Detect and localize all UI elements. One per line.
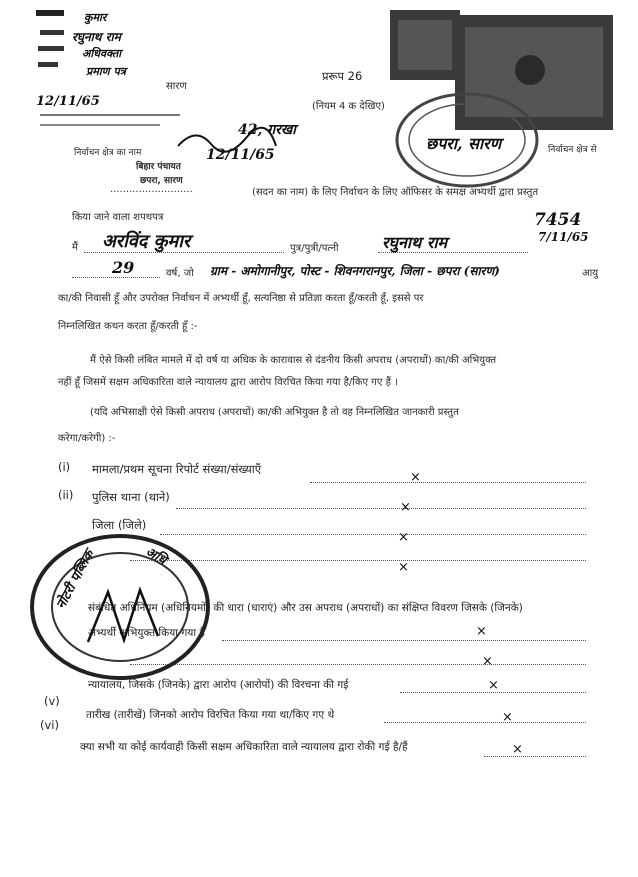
stamp-line-5: सारण	[166, 81, 187, 92]
item-1-mark: ×	[410, 470, 421, 485]
intro-line-2: किया जाने वाला शपथपत्र	[72, 212, 164, 223]
serial-date-hand: 7/11/65	[538, 230, 589, 244]
item-6-rule	[222, 640, 586, 641]
para2-line2: करेगा/करेगी) :-	[58, 433, 116, 444]
item-3-mark: ×	[398, 530, 409, 545]
notary-seal-ring-text: नोटरी पब्लिक	[53, 547, 98, 612]
item-6-text: अभ्यर्थी अभियुक्त किया गया है	[88, 627, 205, 639]
item-1-rule	[310, 482, 586, 483]
item-8-text: न्यायालय, जिसके (जिनके) द्वारा आरोप (आरोपों) की विरचना की गई	[88, 679, 349, 691]
item-4-mark: ×	[398, 560, 409, 575]
item-9-text: तारीख (तारीखें) जिनको आरोप विरचित किया गया था/किए गए थे	[86, 709, 335, 721]
item-2-mark: ×	[400, 500, 411, 515]
statement-line: निम्नलिखित कथन करता हूँ/करती हूँ :-	[58, 321, 198, 332]
stamp-line-3: अधिवक्ता	[82, 47, 122, 60]
para2-line1: (यदि अभिसाक्षी ऐसे किसी अपराध (अपराधों) का/की अभियुक्त है तो वह निम्नलिखित जानकारी प्रस्तुत	[90, 407, 459, 418]
para1-line1: मैं ऐसे किसी लंबित मामले में दो वर्ष या अधिक के कारावास से दंडनीय किसी अपराध (अपराधों) का/की अभियुक्त	[90, 355, 497, 366]
item-10-rule	[484, 756, 586, 757]
form-number: प्ररूप 26	[322, 69, 363, 83]
father-name: रघुनाथ राम	[382, 233, 448, 252]
item-2-text: पुलिस थाना (थाने)	[92, 490, 170, 504]
item-1-text: मामला/प्रथम सूचना रिपोर्ट संख्या/संख्याएँ	[92, 462, 262, 476]
item-7-mark: ×	[482, 654, 493, 669]
notary-seal	[28, 532, 212, 682]
item-3-rule	[160, 534, 586, 535]
candidate-address: ग्राम - अमोगानीपुर, पोस्ट - शिवनगरानपुर, जिला - छपरा (सारण)	[210, 264, 500, 278]
notary-seal-center: अधि	[142, 544, 169, 569]
court-fee-stamp-left	[390, 10, 460, 80]
item-10-text: क्या सभी या कोई कार्यवाही किसी सक्षम अधिकारिता वाले न्यायालय द्वारा रोकी गई है/हैं	[80, 741, 408, 753]
affidavit-prefix: मैं	[72, 242, 78, 253]
candidate-name: अरविंद कुमार	[102, 231, 191, 252]
item-2-num: (ii)	[58, 488, 74, 502]
stamp-line-2: रघुनाथ राम	[72, 30, 121, 44]
signature-date: 12/11/65	[206, 147, 275, 163]
item-9-mark: ×	[502, 710, 513, 725]
notary-seal-graphic	[28, 532, 212, 682]
relation-label: पुत्र/पुत्री/पत्नी	[290, 243, 339, 254]
stamp-line-1: कुमार	[84, 11, 107, 24]
rule-reference: (नियम 4 क देखिए)	[312, 101, 385, 112]
item-5-text: संबंधित अधिनियम (अधिनियमों) की धारा (धाराएं) और उस अपराध (अपराधों) का संक्षिप्त विवरण जिसके (जिनके)	[88, 602, 523, 614]
age-rule	[72, 277, 160, 278]
candidate-age: 29	[112, 258, 135, 277]
address-tail: आयु	[582, 268, 599, 279]
officer-line-3: छपरा, सारण	[140, 176, 183, 186]
officer-line-1: निर्वाचन क्षेत्र का नाम	[74, 148, 142, 158]
item-8-mark: ×	[488, 678, 499, 693]
resident-line: का/की निवासी हूँ और उपरोक्त निर्वाचन में अभ्यर्थी हूँ, सत्यनिष्ठा से प्रतिज्ञा करता हूँ/करती हूँ, इससे पर	[58, 293, 424, 304]
para1-line2: नहीं हूँ जिसमें सक्षम अधिकारिता वाले न्यायालय द्वारा आरोप विरचित किया गया है/किए गए हैं ।	[58, 377, 398, 388]
item-10-mark: ×	[512, 742, 523, 757]
item-9-rule	[384, 722, 586, 723]
stamp-line-4: प्रमाण पत्र	[86, 65, 126, 78]
age-label: वर्ष, जो	[166, 268, 194, 279]
item-9-num: (v)	[44, 694, 60, 708]
right-circular-seal	[392, 92, 542, 192]
intro-dots: ..........................	[110, 184, 193, 195]
officer-line-2: बिहार पंचायत	[136, 162, 181, 172]
right-seal-text: छपरा, सारण	[426, 134, 502, 153]
item-3-text: जिला (जिले)	[92, 518, 147, 532]
serial-number-hand: 7454	[534, 210, 582, 230]
intro-line-1: (सदन का नाम) के लिए निर्वाचन के लिए ऑफिसर के समक्ष अभ्यर्थी द्वारा प्रस्तुत	[252, 187, 539, 198]
item-1-num: (i)	[58, 460, 71, 474]
right-note: निर्वाचन क्षेत्र से	[548, 145, 597, 155]
item-10-num: (vi)	[40, 718, 59, 732]
item-2-rule	[176, 508, 586, 509]
signature-name: 42, गरखा	[238, 122, 296, 138]
item-6-mark: ×	[476, 624, 487, 639]
stamp-date: 12/11/65	[36, 94, 100, 109]
